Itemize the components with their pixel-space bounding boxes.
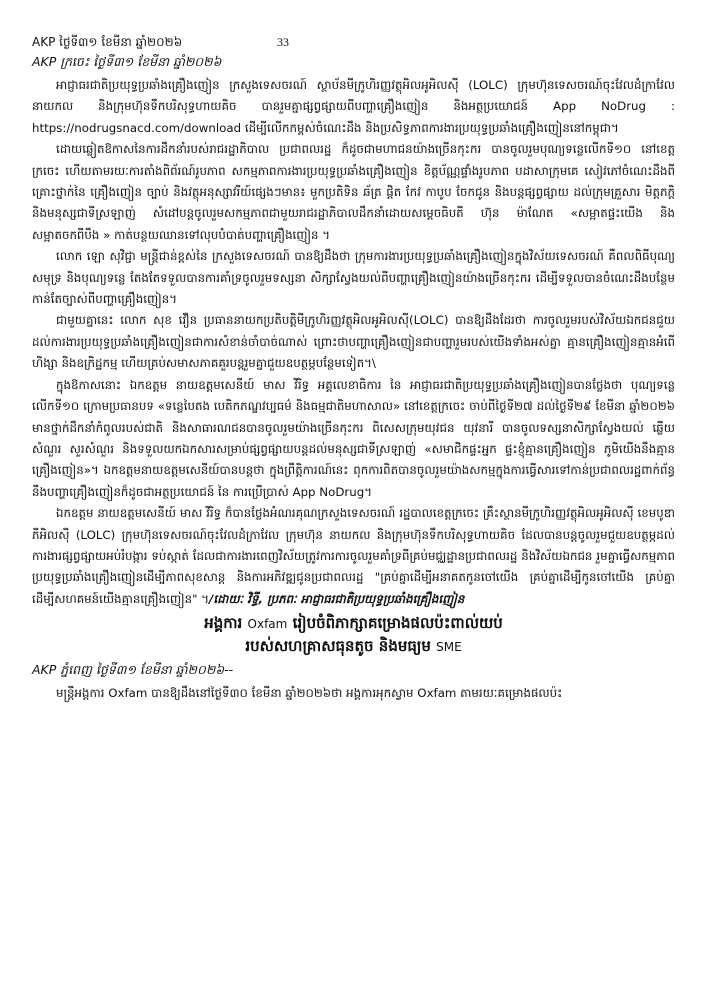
article1-dateline: AKP ក្រចេះ ថ្ងៃទី៣១ ខែមីនា ឆ្នាំ២០២៦ [32,54,222,69]
article1-paragraph-1: អាជ្ញាធរជាតិប្រយុទ្ធប្រឆាំងគ្រឿងញៀន ក្រសួងទេសចរណ៍ ស្ថាប័នមីក្រូហិរញ្ញវត្ថុអិលអូអិលស៊ី (LOLC) ក្រុមហ៊ុនទេសចរណ៍ចុះវែលដំក្រាវែល នាយកល និងក្រុមហ៊ុនទឹកបរិសុទ្ធហាយគិច បានរួមគ្នាផ្សព្វផ្សាយពីបញ្ហាគ្រឿងញៀន និងអត្ថប្រយោជន៍ App NoDrug : https://nodrugsnacd.com/download ដើម្បីលើកកម្ពស់ចំណេះដឹង និងប្រសិទ្ធភាពការងារប្រយុទ្ធប្រឆាំងគ្រឿងញៀននៅកម្ពុជា។ [32,78,675,135]
article1-paragraph-5: ក្នុងឱកាសនោះ ឯកឧត្តម នាយឧត្តមសេនីយ៍ មាស វិរិទ្ធ អគ្គលេខាធិការ នៃ អាជ្ញាធរជាតិប្រយុទ្ធប្រឆាំងគ្រឿងញៀនបានថ្លែងថា បុណ្យទន្លេលើកទី១០ ក្រោមប្រធានបទ «ទន្លេបៃតង បេតិកភណ្ឌវប្បធម៌ និងធម្មជាតិមហាសាល» នៅខេត្តក្រចេះ ចាប់ពីថ្ងៃទី២៧ ដល់ថ្ងៃទី២៩ ខែមីនា ឆ្នាំ២០២៦ មានថ្នាក់ដឹកនាំកំពូលរបស់ជាតិ និងសាធារណជនបានចូលរួមយ៉ាងច្រើនកុះករ ពិសេសក្រុមយុវជន យុវនារី បានចូលទស្សនាសិក្សាស្វែងយល់ ឆ្លើយសំណួរ សួរសំណួរ និងទទួលយកឯកសារសម្រាប់ផ្សព្វផ្សាយបន្តដល់មនុស្សជាទីស្រឡាញ់ «សមាជិកផ្ទះអ្នក ផ្ទះខ្ញុំគ្មានគ្រឿងញៀន ភូមិយើងនឹងគ្មានគ្រឿងញៀន»។ ឯកឧត្តមនាយឧត្តមសេនីយ៍បានបន្តថា ក្នុងព្រឹត្តិការណ៍នេះ ពុកការពិតបានចូលរួមយ៉ាងសកម្មក្នុងការធ្វើសារទៅកាន់ប្រជាពលរដ្ឋពាក់ព័ន្ធនឹងបញ្ហាគ្រឿងញៀនក៏ដូចជាអត្ថប្រយោជន៍ នៃ ការប្រើប្រាស់ App NoDrug។ [32,377,675,499]
article2-paragraph-1: មន្ត្រីអង្គការ Oxfam បានឱ្យដឹងនៅថ្ងៃទី៣០ ខែមីនា ឆ្នាំ២០២៦ថា អង្គការអុកស្វាម Oxfam តាមរយៈគម្រោងផលប៉ះ [56,686,563,701]
page-header [32,34,675,52]
headline-prefix: អង្គការ [204,614,243,633]
article1-credit: /ដោយៈ វិទ្ធី, ប្រភពៈ អាជ្ញាធរជាតិប្រយុទ្ធប្រឆាំងគ្រឿងញៀន [209,591,465,606]
article1-paragraph-6 [32,503,675,610]
article1-paragraph-4: ជាមួយគ្នានេះ លោក សុខ វឿន ប្រធាននាយកប្រតិបត្តិមីក្រូហិរញ្ញវត្ថុអិលអូអិលស៊ី(LOLC) បានឱ្យដឹងដែរថា ការចូលរួមរបស់វិស័យឯកជនជួយដល់ការងារប្រយុទ្ធប្រឆាំងគ្រឿងញៀនជាការសំខាន់ចាំបាច់ណាស់ ព្រោះថាបញ្ហាគ្រឿងញៀនជាបញ្ហារួមរបស់យើងទាំងអស់គ្នា គ្មានគ្រឿងញៀនគ្មានអំពើហិង្សា និងឧក្រិដ្ឋកម្ម ហើយគ្រប់សមាសភាគគួរបន្តរួមគ្នាជួយឧបត្ថម្ភបន្ថែមទៀត។\ [32,313,675,371]
article2-headline-line2 [32,635,675,658]
headline-line2-text: របស់សហគ្រាសធុនតូច និងមធ្យម [245,637,431,656]
article2-headline-line1 [32,612,675,635]
article1-paragraph-3: លោក ឡោ សុវិជ្ជា មន្ត្រីជាន់ខ្ពស់នៃ ក្រសួងទេសចរណ៍ បានឱ្យដឹងថា ក្រុមការងារប្រយុទ្ធប្រឆាំងគ្រឿងញៀនក្នុងវិស័យទេសចរណ៍ គឺពលពិធីបុណ្យសមុទ្រ និងបុណ្យទន្លេ តែងតែទទួលបានការគាំទ្រចូលរួមទស្សនា សិក្សាស្វែងយល់ពីបញ្ហាគ្រឿងញៀនយ៉ាងច្រើនកុះករ ដើម្បីទទួលបានចំណេះដឹងបន្ថែមកាន់តែច្បាស់ពីបញ្ហាគ្រឿងញៀន។ [32,249,675,307]
headline-rest: រៀបចំពិភាក្សាគម្រោងផលប៉ះពាល់យប់ [292,614,503,633]
page-number: 33 [277,35,289,49]
article2-headline [32,612,675,658]
header-date: AKP ថ្ងៃទី៣១ ខែមីនា ឆ្នាំ២០២៦ [32,35,183,49]
article1-paragraph-2: ដោយឆ្លៀតឱកាសនៃការដឹកនាំរបស់រាជរដ្ឋាភិបាល ប្រជាពលរដ្ឋ ក៏ដូចជាមហាជនយ៉ាងច្រើនកុះករ បានចូលរួមបុណ្យទន្លេលើកទី១០ នៅខេត្តក្រចេះ ហើយតាមរយៈការតាំងពិព័រណ៍រូបភាព សកម្មភាពការងារប្រយុទ្ធប្រឆាំងគ្រឿងញៀន ខិត្តប័ណ្ណផ្ទាំងរូបភាព បដាសាក្រុមគេ សៀវភៅចំណេះដឹងពីគ្រោះថ្នាក់នៃ គ្រឿងញៀន ច្បាប់ និងវត្ថុអនុស្សាវរីយ៍ផ្សេងៗមាន៖ មួកប្រតិទិន ឆ័ត្រ ផ្តិត កែវ កាបូប ចែកជូន និងបន្តផ្សព្វផ្សាយ ដល់ក្រុមគ្រួសារ មិត្តភក្តិ និងមនុស្សជាទីស្រឡាញ់ សំដៅបន្តចូលរួមសកម្មភាពជាមួយរាជរដ្ឋាភិបាលដឹកនាំដោយសម្តេចធិបតី ហ៊ុន ម៉ាណែត «សម្អាតផ្ទះយើង និងសម្អាតចកពីបឹង » កាត់បន្ថយឈានទៅលុបបំបាត់បញ្ហាគ្រឿងញៀន ។ [32,142,675,242]
headline-oxfam: Oxfam [247,617,288,632]
article2-dateline: AKP ភ្នំពេញ ថ្ងៃទី៣១ ខែមីនា ឆ្នាំ២០២៦-- [32,662,234,678]
article1-paragraph-6-text: ឯកឧត្តម នាយឧត្តមសេនីយ៍ មាស វិរិទ្ធ ក៏បានថ្លែងអំណរគុណក្រសួងទេសចរណ៍ រដ្ឋបាលខេត្តក្រចេះ គ្រឹះស្ថានមីក្រូហិរញ្ញវត្ថុអិលអូអិលស៊ី ខេមបូឌា ភីអិលស៊ី (LOLC) ក្រុមហ៊ុនទេសចរណ៍ចុះវែលដំក្រាវែល ក្រុមហ៊ុន នាយកល និងក្រុមហ៊ុនទឹកបរិសុទ្ធហាយគិច ដែលបានបន្តចូលរួមជួយឧបត្ថម្ភដល់ការងារផ្សព្វផ្សាយអប់រំបង្ការ ទប់ស្កាត់ ដែលជាការងារពេញវិស័យត្រូវការការចូលរួមគាំទ្រពីគ្រប់មជ្ឈដ្ឋានប្រជាពលរដ្ឋ និងវិស័យឯកជន រួមគ្នាធ្វើសកម្មភាពប្រយុទ្ធប្រឆាំងគ្រឿងញៀនដើម្បីភាពសុខសាន្ត និងការអភិវឌ្ឍជូនប្រជាពលរដ្ឋ "គ្រប់គ្នាដើម្បីអនាគតកូនចៅយើង គ្រប់គ្នាដើម្បីកូនចៅយើង គ្រប់គ្នាដើម្បីសហគមន៍យើងគ្មានគ្រឿងញៀន" ។ [32,506,675,606]
headline-sme: SME [436,640,462,655]
